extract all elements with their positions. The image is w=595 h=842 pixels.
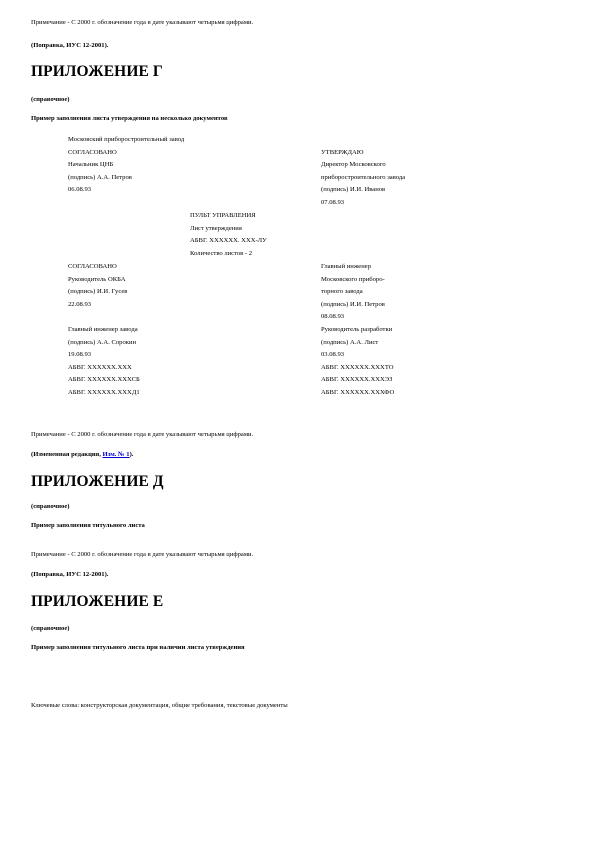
appendix-d-title: ПРИЛОЖЕНИЕ Д xyxy=(31,473,164,490)
company-name: Московский приборостроительный завод xyxy=(68,136,185,143)
signature-date: 08.08.93 xyxy=(321,313,345,321)
note-year: Примечание - С 2000 г. обозначение года в дате указывают четырьмя цифрами. xyxy=(31,431,254,438)
signature-line: (подпись) И.И. Петров xyxy=(321,300,385,308)
approval-block-mid-left xyxy=(68,261,127,311)
signature-line: (подпись) А.А. Лист xyxy=(321,338,379,346)
signatory-position: Директор Московского xyxy=(321,161,386,169)
approve-label: УТВЕРЖДАЮ xyxy=(321,148,364,156)
signature-line: (подпись) А.А. Петров xyxy=(68,173,132,181)
document-code: АБВГ. ХХХХХХ.ХХХСБ xyxy=(68,376,140,384)
signatory-position: Главный инженер завода xyxy=(68,326,138,333)
signatory-position-cont: Московского приборо- xyxy=(321,275,385,283)
appendix-e-title: ПРИЛОЖЕНИЕ Е xyxy=(31,593,164,610)
document-code: АБВГ. ХХХХХХ.ХХХТО xyxy=(321,363,394,371)
amendment-prefix: (Измененная редакция, xyxy=(31,451,103,458)
keywords: Ключевые слова: конструкторская документация, общие требования, текстовые документы xyxy=(31,702,288,709)
appendix-e-caption: Пример заполнения титульного листа при наличии листа утверждения xyxy=(31,644,245,651)
sheet-type: Лист утверждения xyxy=(190,224,242,232)
signature-date: 03.08.93 xyxy=(321,351,345,359)
approval-block-top-right xyxy=(321,147,405,210)
appendix-g-ref: (справочное) xyxy=(31,96,70,103)
signature-line: (подпись) И.И. Гусев xyxy=(68,288,128,296)
signatory-position-cont: приборостроительного завода xyxy=(321,173,406,181)
agreed-label: СОГЛАСОВАНО xyxy=(68,148,117,156)
amendment-suffix: ). xyxy=(129,451,134,458)
amendment-link[interactable]: Изм. № 1 xyxy=(102,451,130,458)
appendix-d-ref: (справочное) xyxy=(31,503,70,510)
approval-block-bottom-left xyxy=(68,324,140,400)
signatory-position: Главный инженер xyxy=(321,263,371,270)
appendix-e-ref: (справочное) xyxy=(31,625,70,632)
signatory-position: Руководитель ОКБА xyxy=(68,275,126,283)
approval-sheet-center xyxy=(190,210,267,260)
appendix-d-caption: Пример заполнения титульного листа xyxy=(31,522,145,529)
signature-date: 22.08.93 xyxy=(68,300,92,308)
amendment-note: (Поправка, ИУС 12-2001). xyxy=(31,571,109,578)
note-year: Примечание - С 2000 г. обозначение года в дате указывают четырьмя цифрами. xyxy=(31,19,254,26)
document-code: АБВГ. ХХХХХХ.ХХХФО xyxy=(321,388,395,396)
approval-block-mid-right xyxy=(321,261,385,324)
appendix-g-title: ПРИЛОЖЕНИЕ Г xyxy=(31,63,163,80)
approval-block-top-left xyxy=(68,134,184,197)
approval-block-bottom-right xyxy=(321,324,394,400)
signature-line: (подпись) А.А. Сорокин xyxy=(68,338,137,346)
signature-date: 19.08.93 xyxy=(68,351,92,359)
document-code: АБВГ. ХХХХХХ.ХХХД1 xyxy=(68,388,140,396)
note-year: Примечание - С 2000 г. обозначение года в дате указывают четырьмя цифрами. xyxy=(31,551,254,558)
document-code: АБВГ. ХХХХХХ.ХХХ xyxy=(68,363,132,371)
document-code: АБВГ. ХХХХХХ.ХХХЭЗ xyxy=(321,376,393,384)
signature-date: 06.08.93 xyxy=(68,186,92,194)
product-name: ПУЛЬТ УПРАВЛЕНИЯ xyxy=(190,212,256,219)
appendix-g-caption: Пример заполнения листа утверждения на несколько документов xyxy=(31,115,228,122)
signature-line: (подпись) И.И. Иванов xyxy=(321,186,386,194)
sheet-count: Количество листов - 2 xyxy=(190,249,253,257)
signatory-position: Начальник ЦНБ xyxy=(68,161,114,169)
amendment-note: (Поправка, ИУС 12-2001). xyxy=(31,42,109,49)
signature-date: 07.08.93 xyxy=(321,198,345,206)
amendment-note xyxy=(31,451,133,459)
signatory-position-cont: торного завода xyxy=(321,288,363,296)
agreed-label: СОГЛАСОВАНО xyxy=(68,263,117,270)
document-designation: АБВГ. ХХХХХХ. ХХХ-ЛУ xyxy=(190,237,267,245)
signatory-position: Руководитель разработки xyxy=(321,326,393,333)
